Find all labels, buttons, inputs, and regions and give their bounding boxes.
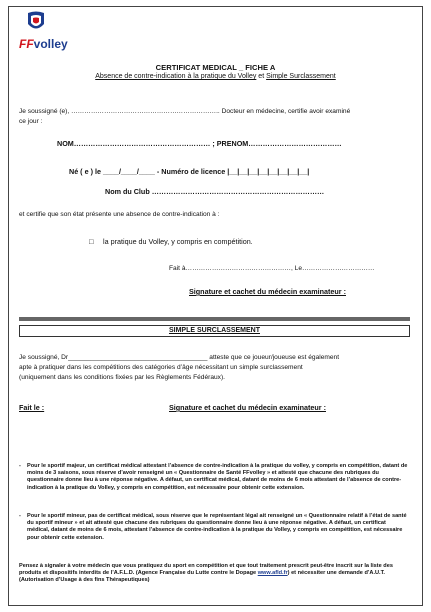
doctor-intro-2: ce jour : (19, 118, 43, 125)
footer-note (19, 563, 411, 585)
certificate-page (8, 6, 423, 606)
note-majeur (19, 463, 409, 492)
certifie-text: et certifie que son état présente une absence de contre-indication à : (19, 211, 220, 218)
simple-signature-label: Signature et cachet du médecin examinateur : (169, 403, 326, 412)
simple-paragraph-2: apte à pratiquer dans les compétitions des catégories d’âge nécessitant un simple surclassement (19, 364, 303, 371)
footer-text-2: ) et nécessiter une demande d’A.U.T. (Autorisation d’Usage à des fins Thérapeutiques) (19, 570, 385, 584)
bullet-icon: - (19, 463, 21, 469)
simple-surclassement-header: SIMPLE SURCLASSEMENT (19, 325, 410, 337)
pratique-label: la pratique du Volley, y compris en compétition. (103, 237, 253, 246)
logo-ff-text: FF (19, 37, 34, 51)
doctor-intro: Je soussigné (e), ………………………………………………………….. Docteur en médecine, certifie avoir examiné (19, 108, 351, 115)
bullet-icon: - (19, 513, 21, 519)
simple-fait-le[interactable]: Fait le : (19, 403, 45, 412)
note-mineur-text: Pour le sportif mineur, pas de certificat médical, sous réserve que le représentant légal ait renseigné un « Questionnaire relatif à l’état de santé du sportif mineur » et ait attesté que chacune des rubriques du questionnaire donne lieu à une réponse négative. A défaut, un certificat médical, datant de moins de 6 mois, attestant l’absence de contre-indication à la pratique du Volley, y compris en compétition, est nécessaire pour obtenir cette extension. (27, 513, 407, 541)
simple-paragraph-3: (uniquement dans les conditions fixées par les Règlements Fédéraux). (19, 374, 225, 381)
subtitle-part1: Absence de contre-indication à la pratique du Volley (95, 73, 257, 80)
note-majeur-text: Pour le sportif majeur, un certificat médical attestant l’absence de contre-indication à la pratique du volley, y compris en compétition, datant de moins de 3 saisons, sous réserve d’avoir renseigné un « Questionnaire de Santé FFvolley » et attesté que chacune des rubriques du questionnaire donne lieu à une réponse négative. A défaut, un certificat médical, datant de moins de 6 mois attestant de l’absence de contre-indication à la pratique du Volley, y compris en compétition, est nécessaire pour obtenir cette extension. (27, 463, 408, 491)
ffvolley-logo (15, 11, 68, 51)
ball-icon (25, 11, 47, 35)
certificate-subtitle (9, 73, 422, 80)
fait-a-field[interactable]: Fait à…………………………………………, Le…………………………… (169, 265, 375, 272)
pratique-checkbox[interactable]: □ (89, 237, 94, 246)
footer-text-1: Pensez à signaler à votre médecin que vous pratiquez du sport en compétition et que tout traitement prescrit peut-être inscrit sur la liste des produits et dispositifs interdits de l’A.F.L.D. (Agence Française du Lutte contre le Dopage (19, 563, 393, 577)
certificate-title: CERTIFICAT MEDICAL _ FICHE A (155, 63, 276, 72)
subtitle-part2: Simple Surclassement (266, 73, 336, 80)
afld-link[interactable]: www.afld.fr (257, 570, 288, 577)
name-field[interactable]: NOM………………………………………………… ; PRENOM………………………………… (57, 139, 342, 148)
club-field[interactable]: Nom du Club ……………………………………………………………… (105, 187, 325, 196)
logo-volley-text: volley (33, 37, 68, 51)
note-mineur (19, 513, 409, 542)
subtitle-and: et (256, 73, 267, 80)
signature-label: Signature et cachet du médecin examinateur : (189, 287, 346, 296)
birthdate-licence-field[interactable]: Né ( e ) le ____/____/____ - Numéro de licence |__|__|__|__|__|__|__|__| (69, 167, 310, 176)
section-separator (19, 317, 410, 321)
simple-paragraph-1: Je soussigné, Dr______________________________________ atteste que ce joueur/joueuse est également (19, 354, 340, 361)
